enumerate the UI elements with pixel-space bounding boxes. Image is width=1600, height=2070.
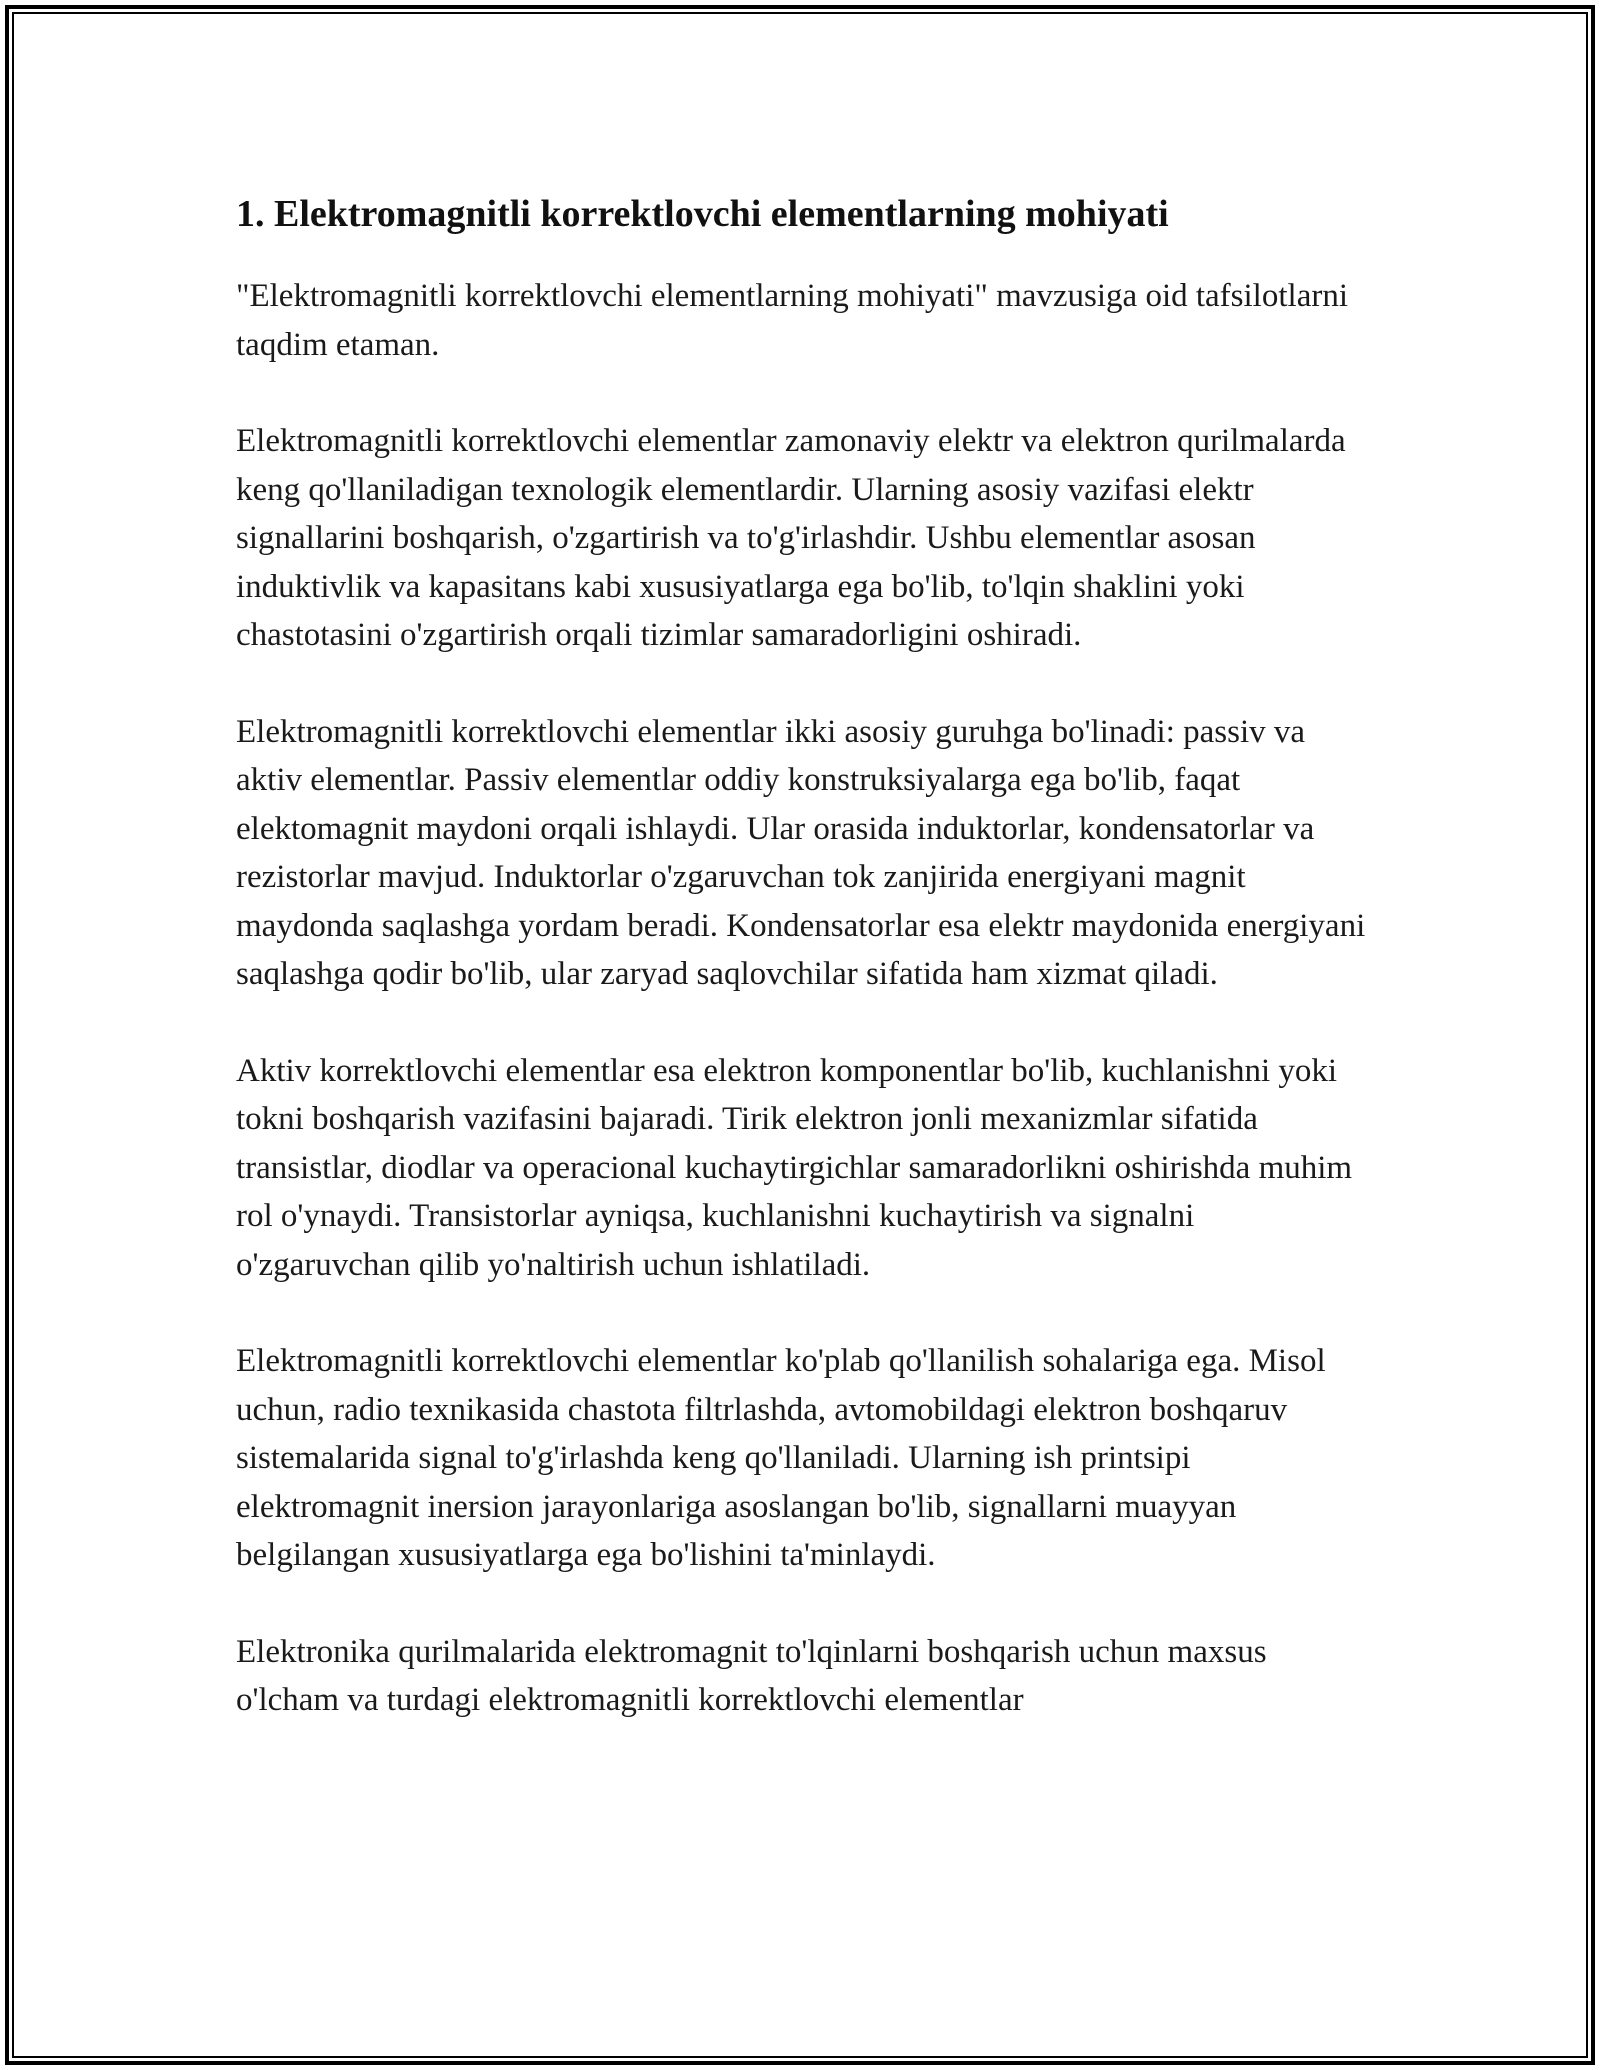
paragraph-definition: Elektromagnitli korrektlovchi elementlar zamonaviy elektr va elektron qurilmalarda keng qo'llaniladigan texnologik elementlardir. Ularning asosiy vazifasi elektr signallarini boshqarish, o'zgartirish va to'g'irlashdir. Ushbu elementlar asosan induktivlik va kapasitans kabi xususiyatlarga ega bo'lib, to'lqin shaklini yoki chastotasini o'zgartirish orqali tizimlar samaradorligini oshiradi. bbox=[236, 423, 1346, 653]
paragraph-active-elements: Aktiv korrektlovchi elementlar esa elektron komponentlar bo'lib, kuchlanishni yoki tokni boshqarish vazifasini bajaradi. Tirik elektron jonli mexanizmlar sifatida transistlar, diodlar va operacional kuchaytirgichlar samaradorlikni oshirishda muhim rol o'ynaydi. Transistorlar ayniqsa, kuchlanishni kuchaytirish va signalni o'zgaruvchan qilib yo'naltirish uchun ishlatiladi. bbox=[236, 1052, 1353, 1283]
paragraph-intro: "Elektromagnitli korrektlovchi elementlarning mohiyati" mavzusiga oid tafsilotlarni taqdim etaman. bbox=[236, 278, 1348, 363]
paragraph-electronics: Elektronika qurilmalarida elektromagnit to'lqinlarni boshqarish uchun maxsus o'lcham va turdagi elektromagnitli korrektlovchi elementlar bbox=[236, 1633, 1267, 1718]
paragraph-passive-elements: Elektromagnitli korrektlovchi elementlar ikki asosiy guruhga bo'linadi: passiv va aktiv elementlar. Passiv elementlar oddiy konstruksiyalarga ega bo'lib, faqat elektomagnit maydoni orqali ishlaydi. Ular orasida induktorlar, kondensatorlar va rezistorlar mavjud. Induktorlar o'zgaruvchan tok zanjirida energiyani magnit maydonda saqlashga yordam beradi. Kondensatorlar esa elektr maydonida energiyani saqlashga qodir bo'lib, ular zaryad saqlovchilar sifatida ham xizmat qiladi. bbox=[236, 713, 1366, 992]
page-title: 1. Elektromagnitli korrektlovchi elementlarning mohiyati bbox=[236, 193, 1169, 235]
document-body bbox=[236, 184, 1376, 1773]
paragraph-applications: Elektromagnitli korrektlovchi elementlar ko'plab qo'llanilish sohalariga ega. Misol uchun, radio texnikasida chastota filtrlashda, avtomobildagi elektron boshqaruv sistemalarida signal to'g'irlashda keng qo'llaniladi. Ularning ish printsipi elektromagnit inersion jarayonlariga asoslangan bo'lib, signallarni muayyan belgilangan xususiyatlarga ega bo'lishini ta'minlaydi. bbox=[236, 1343, 1326, 1573]
